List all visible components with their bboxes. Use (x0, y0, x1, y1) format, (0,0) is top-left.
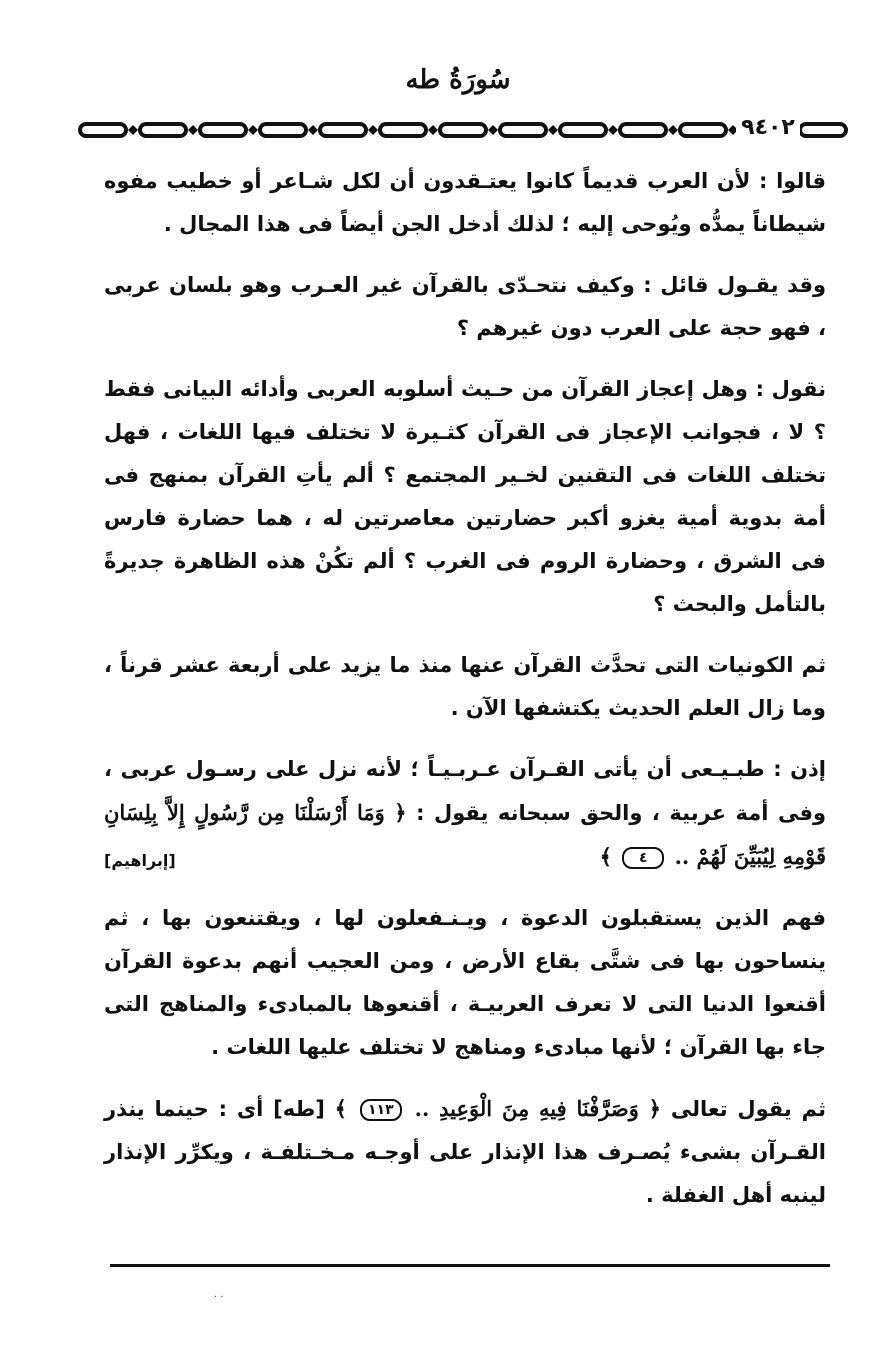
chain-diamond (488, 125, 498, 135)
surah-reference: [إبراهيم] (104, 851, 176, 870)
verse-close-bracket-2: ﴾ (324, 1096, 357, 1121)
quran-verse: ﴿ وَمَا أَرْسَلْنَا مِن رَّسُولٍ إِلاَّ بِلِسَانِ قَوْمِهِ لِيُبَيِّنَ لَهُمْ .. (104, 800, 826, 869)
chain-diamond (668, 125, 678, 135)
paragraph-1: قالوا : لأن العرب قديماً كانوا يعتـقدون أن لكل شـاعر أو خطيب مفوه شيطاناً يمدُّه ويُوحى إليه ؛ لذلك أدخل الجن أيضاً فى هذا المجال . (104, 169, 826, 236)
chain-diamond (188, 125, 198, 135)
paragraph-2: وقد يقـول قائل : وكيف نتحـدّى بالقرآن غير العـرب وهو بلسان عربى ، فهو حجة على العرب دون غيرهم ؟ (104, 273, 826, 340)
chain-diamond (368, 125, 378, 135)
chain-link (680, 124, 726, 136)
ornament-chain-icon (78, 118, 850, 142)
chain-link (140, 124, 186, 136)
page-number: ٩٤٠٢ (736, 113, 800, 143)
paragraph-6: فهم الذين يستقبلون الدعوة ، ويـنـفعلون لها ، ويقتنعون بها ، ثم ينساحون بها فى شتَّى بقاع الأرض ، ومن العجيب أنهم بدعوة القرآن أقنعوا الدنيا التى لا تعرف العربيـة ، أقنعوها بالمبادىء والمناهج التى جاء بها القرآن ؛ لأنها مبادىء ومناهج لا تختلف عليها اللغات . (104, 906, 826, 1059)
chain-diamond (548, 125, 558, 135)
chain-diamond (308, 125, 318, 135)
verse-close-bracket: ﴾ (599, 844, 620, 869)
chain-diamond (428, 125, 438, 135)
footer-specks: · · (214, 1292, 224, 1303)
chain-link (80, 124, 126, 136)
chain-link (320, 124, 366, 136)
paragraph-7-text: ثم يقول تعالى (670, 1097, 827, 1121)
paragraph-5 (104, 748, 826, 879)
paragraph-3: نقول : وهل إعجاز القرآن من حـيث أسلوبه العربى وأدائه البيانى فقط ؟ لا ، فجوانب الإعجاز فى القرآن كثـيرة لا تختلف فيها اللغات ، فهل تختلف اللغات فى التقنين لخـير المجتمع ؟ ألم يأتِ القرآن بمنهج فى أمة بدوية أمية يغزو أكبر حضارتين معاصرتين له ، هما حضارة فارس فى الشرق ، وحضارة الروم فى الغرب ؟ ألم تكُنْ هذه الظاهرة جديرةً بالتأمل والبحث ؟ (104, 377, 826, 616)
chain-diamond (128, 125, 138, 135)
footer-divider (110, 1264, 830, 1267)
chain-link (200, 124, 246, 136)
paragraph-7 (104, 1087, 826, 1217)
chain-link (620, 124, 666, 136)
page-body (104, 160, 826, 1235)
ayah-number-marker-2: ١١٣ (360, 1099, 402, 1121)
chain-link (440, 124, 486, 136)
paragraph-7-text-after: [طه] أى : حينما ينذر القـرآن بشىء يُصـرف هذا الإنذار على أوجـه مـخـتلفـة ، ويكرِّر الإنذار لينبه أهل الغفلة . (104, 1097, 826, 1207)
chain-diamond (608, 125, 618, 135)
chain-link (380, 124, 426, 136)
chain-link (800, 124, 846, 136)
ornamental-header-band (78, 118, 850, 142)
chain-link (260, 124, 306, 136)
quran-verse-2: ﴿ وَصَرَّفْنَا فِيهِ مِنَ الْوَعِيدِ .. (404, 1096, 671, 1121)
paragraph-5-text: إذن : طبـيـعى أن يأتى القـرآن عـربـيـاً ؛ لأنه نزل على رسـول عربى ، وفى أمة عربية ، والحق سبحانه يقول : (104, 757, 826, 825)
chain-link (560, 124, 606, 136)
surah-title: سُورَةُ طه (405, 65, 511, 95)
ayah-number-marker: ٤ (622, 847, 664, 869)
paragraph-4: ثم الكونيات التى تحدَّث القرآن عنها منذ ما يزيد على أربعة عشر قرناً ، وما زال العلم الحديث يكتشفها الآن . (104, 653, 826, 720)
chain-diamond (248, 125, 258, 135)
chain-link (500, 124, 546, 136)
